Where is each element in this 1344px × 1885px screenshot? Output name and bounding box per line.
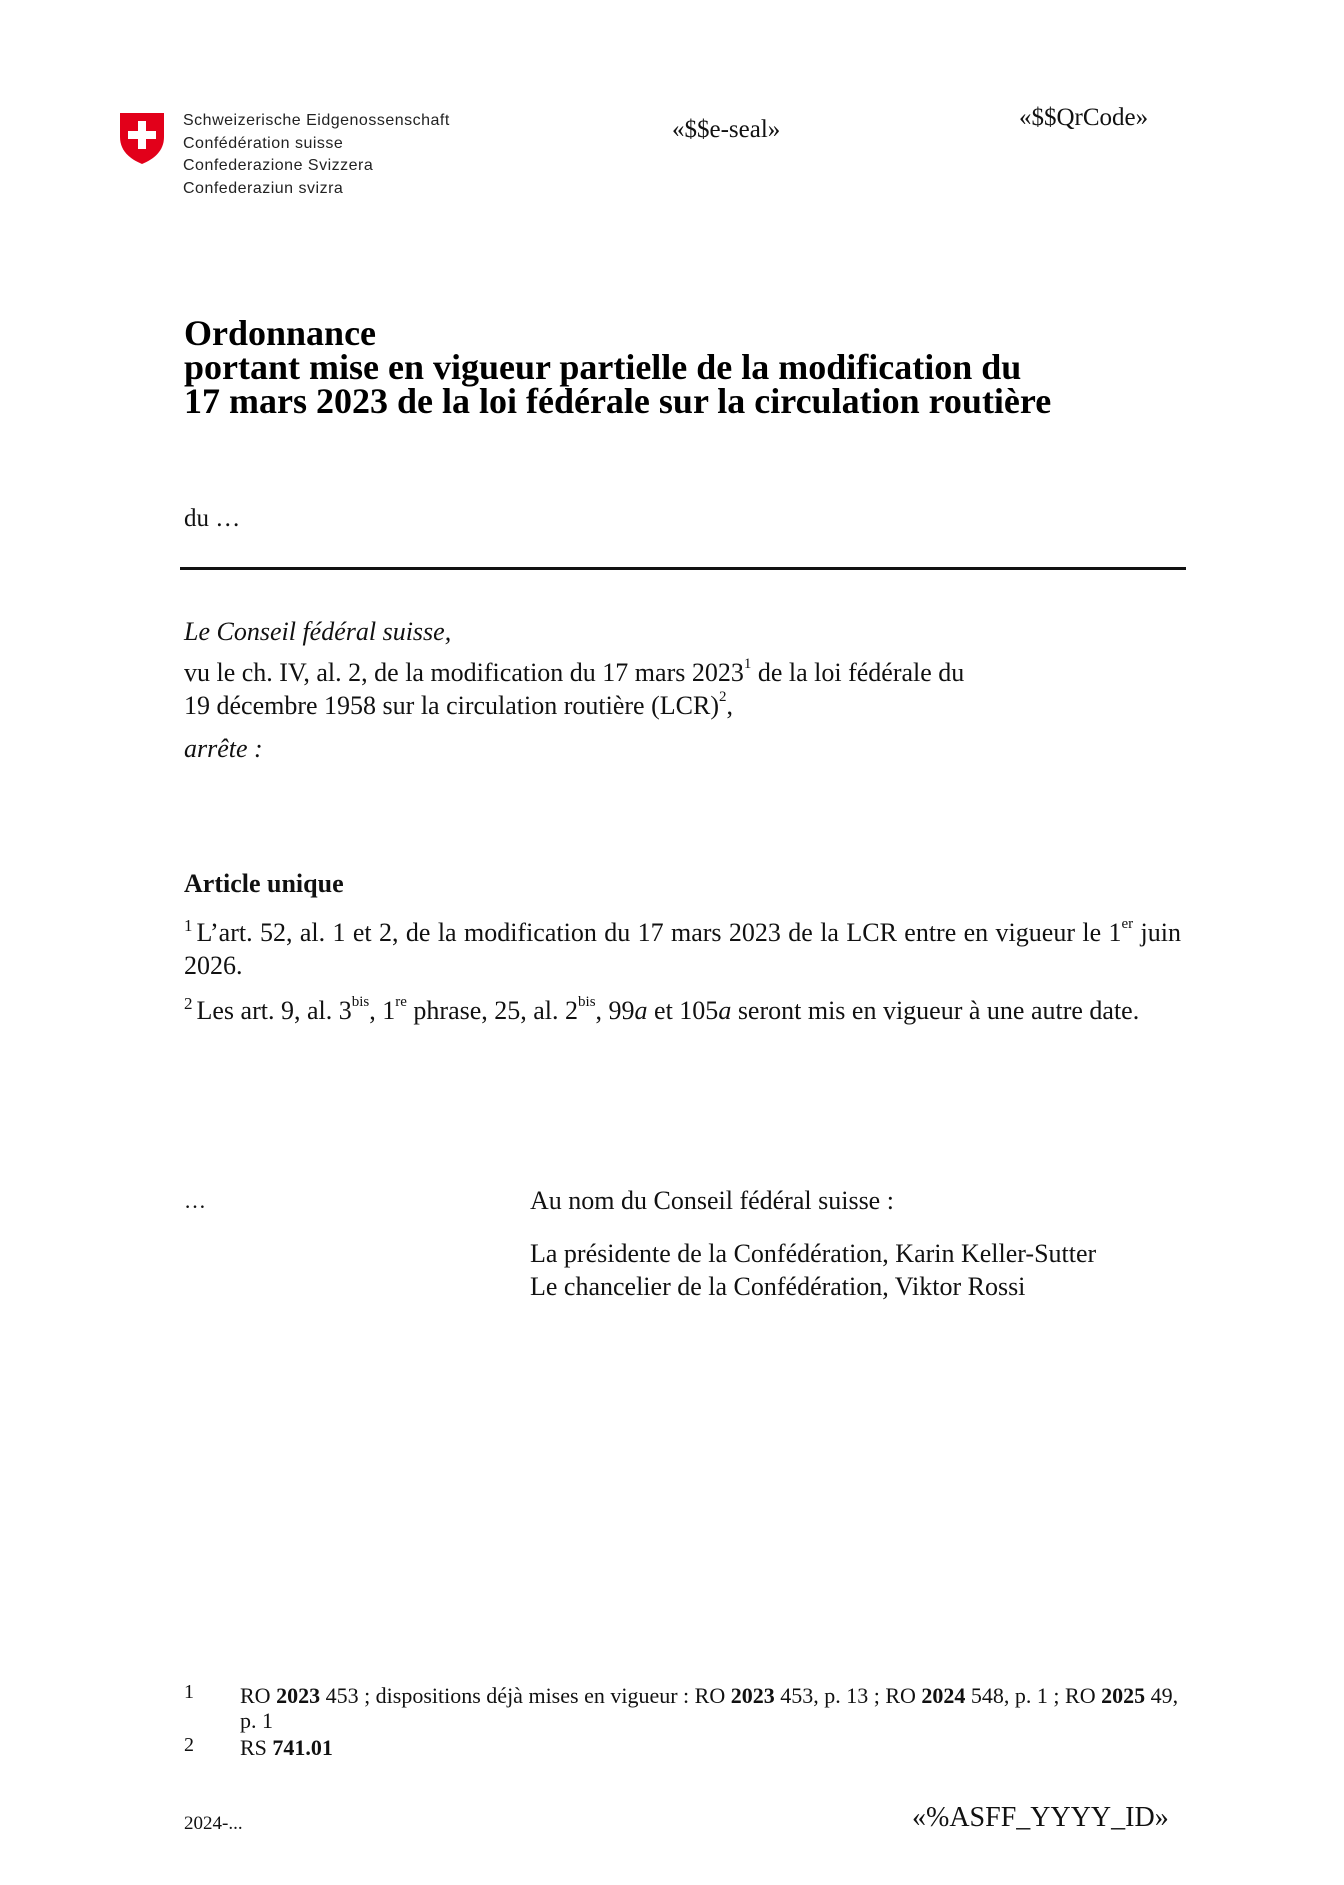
paragraph-text: Les art. 9, al. 3 <box>196 996 352 1025</box>
legal-basis-text: 19 décembre 1958 sur la circulation routière (LCR) <box>184 691 719 720</box>
title-divider <box>180 567 1186 570</box>
ordinal-suffix: re <box>395 994 407 1011</box>
footnote-2-text <box>240 1735 333 1760</box>
paragraph-text: juin 2026. <box>184 918 1182 980</box>
preamble-council: Le Conseil fédéral suisse, <box>184 617 452 646</box>
footnote-text: 453 ; dispositions déjà mises en vigueur : RO <box>320 1683 731 1708</box>
article-paragraph-1 <box>184 916 1181 982</box>
fed-name-de: Schweizerische Eidgenossenschaft <box>183 112 450 129</box>
asff-id-placeholder: «%ASFF_YYYY_ID» <box>912 1802 1169 1833</box>
document-title <box>184 313 1052 421</box>
footnote-1-number: 1 <box>184 1681 194 1703</box>
document-reference: 2024-... <box>184 1813 243 1834</box>
footnote-text: RS <box>240 1735 273 1760</box>
footnote-year: 2025 <box>1101 1683 1146 1708</box>
title-line-1: Ordonnance <box>184 313 377 353</box>
place-date: … <box>184 1188 206 1213</box>
footnote-year: 2024 <box>921 1683 966 1708</box>
paragraph-text: , 99 <box>595 996 635 1025</box>
footnote-text: 49, p. 1 <box>240 1683 1179 1733</box>
footnote-text: 548, p. 1 ; RO <box>965 1683 1102 1708</box>
paragraph-text: et 105 <box>647 996 719 1025</box>
signatory-chancellor: Le chancelier de la Confédération, Viktor Rossi <box>530 1272 1026 1301</box>
article-paragraph-2 <box>184 994 1181 1027</box>
footnote-text: RO <box>240 1683 277 1708</box>
paragraph-text: , 1 <box>369 996 396 1025</box>
article-letter: a <box>718 996 732 1025</box>
article-letter: a <box>634 996 648 1025</box>
footnote-1-text <box>240 1683 1180 1733</box>
paragraph-text: phrase, 25, al. 2 <box>406 996 579 1025</box>
fed-name-it: Confederazione Svizzera <box>183 157 374 174</box>
signature-heading: Au nom du Conseil fédéral suisse : <box>530 1186 894 1215</box>
fed-name-fr: Confédération suisse <box>183 134 344 152</box>
article-heading: Article unique <box>184 869 344 898</box>
preamble-legal-basis <box>184 656 1184 722</box>
date-line: du … <box>184 505 241 532</box>
ordinal-suffix: er <box>1121 916 1134 933</box>
title-line-3: 17 mars 2023 de la loi fédérale sur la circulation routière <box>184 381 1052 421</box>
footnote-2-number: 2 <box>184 1734 194 1756</box>
footnote-rs-number: 741.01 <box>272 1735 333 1760</box>
federal-administration-names <box>183 110 450 200</box>
qrcode-placeholder: «$$QrCode» <box>1019 104 1149 131</box>
title-line-2: portant mise en vigueur partielle de la modification du <box>184 347 1022 387</box>
legal-basis-text: de la loi fédérale du <box>751 658 965 687</box>
paragraph-number: 2 <box>184 994 193 1014</box>
bis-suffix: bis <box>351 994 370 1011</box>
footnote-text: 453, p. 13 ; RO <box>774 1683 922 1708</box>
footnote-year: 2023 <box>276 1683 321 1708</box>
paragraph-text: L’art. 52, al. 1 et 2, de la modification du 17 mars 2023 de la LCR entre en vigueur le 1 <box>196 918 1122 947</box>
footnote-ref-2[interactable]: 2 <box>718 689 727 706</box>
eseal-placeholder: «$$e-seal» <box>672 116 781 143</box>
legal-basis-text: , <box>726 691 733 720</box>
paragraph-text: seront mis en vigueur à une autre date. <box>731 996 1140 1025</box>
fed-name-rm: Confederaziun svizra <box>183 179 344 197</box>
swiss-crest-icon <box>118 111 166 165</box>
paragraph-number: 1 <box>184 916 193 936</box>
signatory-president: La présidente de la Confédération, Karin Keller-Sutter <box>530 1239 1097 1268</box>
bis-suffix: bis <box>578 994 596 1011</box>
footnote-ref-1[interactable]: 1 <box>743 656 752 673</box>
legal-basis-text: vu le ch. IV, al. 2, de la modification du 17 mars 2023 <box>184 658 744 687</box>
preamble-arrete: arrête : <box>184 734 263 763</box>
footnote-year: 2023 <box>730 1683 775 1708</box>
